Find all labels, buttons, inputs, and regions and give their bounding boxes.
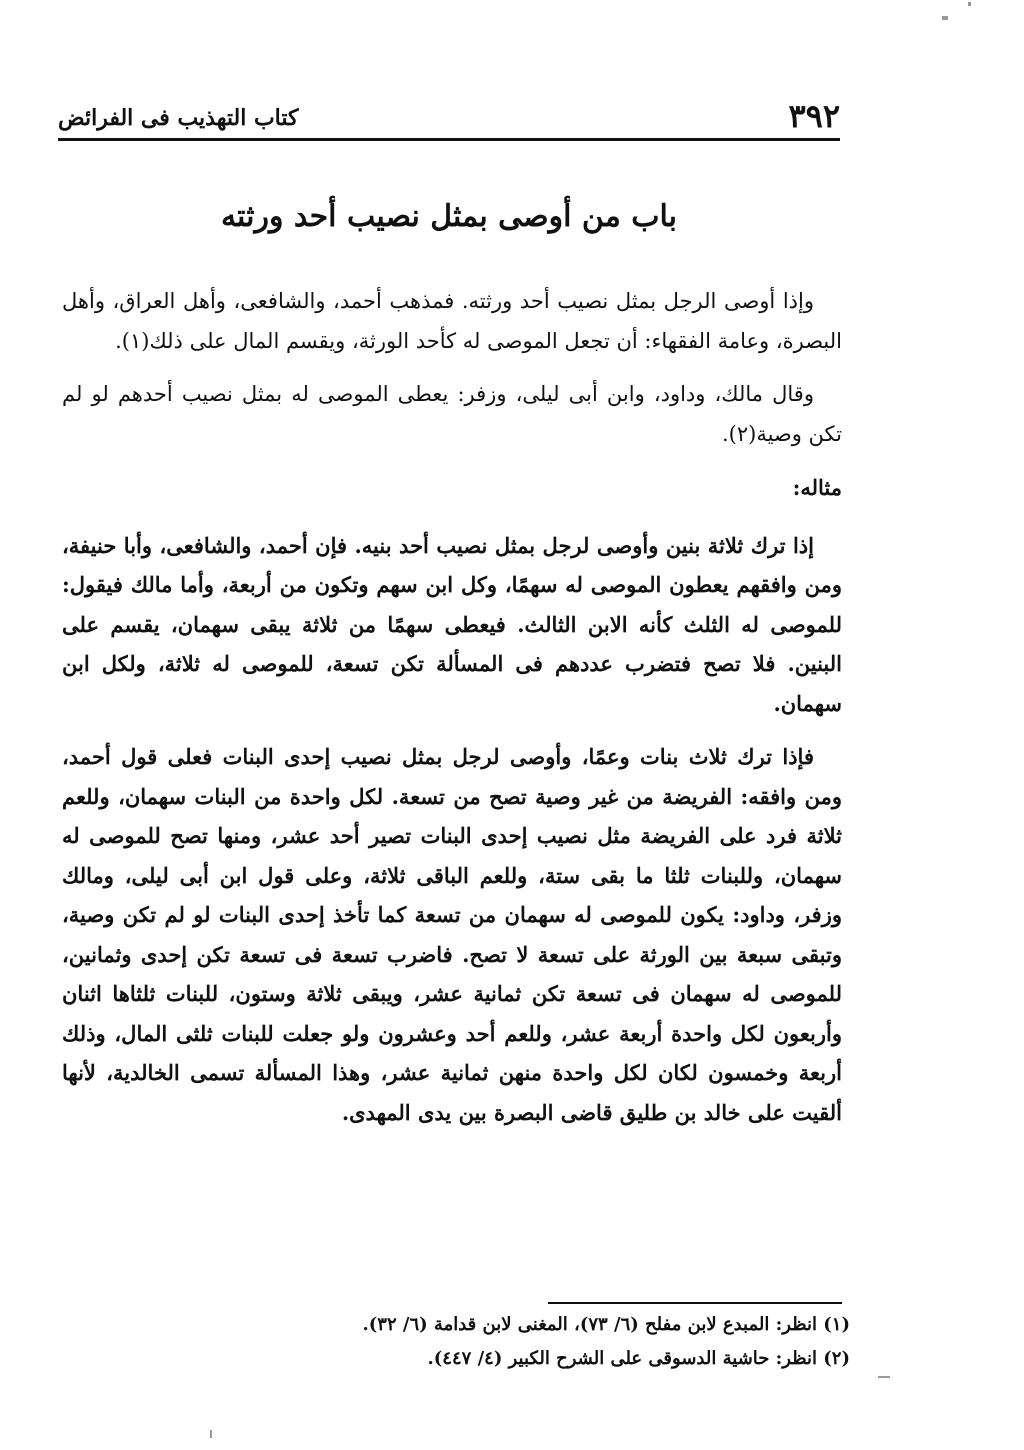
- footnote-1: (١) انظر: المبدع لابن مفلح (٦/ ٧٣)، المغنى لابن قدامة (٦/ ٣٢).: [362, 1314, 850, 1335]
- main-text: [62, 282, 842, 1146]
- example-heading: مثاله:: [792, 475, 842, 500]
- paragraph-1: وإذا أوصى الرجل بمثل نصيب أحد ورثته. فمذهب أحمد، والشافعى، وأهل العراق، وأهل البصرة، وعامة الفقهاء: أن تجعل الموصى له كأحد الورثة، ويقسم المال على ذلك(١).: [62, 289, 842, 353]
- footnotes: [260, 1308, 850, 1376]
- running-header: [58, 96, 840, 138]
- footnote-2: (٢) انظر: حاشية الدسوقى على الشرح الكبير (٤/ ٤٤٧).: [427, 1348, 850, 1369]
- scan-speck: [210, 1430, 212, 1438]
- scan-speck: [968, 2, 971, 6]
- paragraph-4: فإذا ترك ثلاث بنات وعمًا، وأوصى لرجل بمثل نصيب إحدى البنات فعلى قول أحمد، ومن وافقه: الفريضة من غير وصية تصح من تسعة. لكل واحدة من البنات سهمان، وللعم ثلاثة فرد على الفريضة مثل نصيب إحدى البنات تصير أحد عشر، ومنها تصح للموصى له سهمان، وللبنات ثلثا ما بقى ستة، وللعم الباقى ثلاثة، وعلى قول ابن أبى ليلى، ومالك وزفر، وداود: يكون للموصى له سهمان من تسعة كما تأخذ إحدى البنات لو لم تكن وصية، وتبقى سبعة بين الورثة على تسعة لا تصح. فاضرب تسعة فى تسعة تكن إحدى وثمانين، للموصى له سهمان فى تسعة تكن ثمانية عشر، ويبقى ثلاثة وستون، للبنات ثلثاها اثنان وأربعون لكل واحدة أربعة عشر، وللعم أحد وعشرون ولو جعلت للبنات ثلثى المال، وذلك أربعة وخمسون لكان لكل واحدة منهن ثمانية عشر، وهذا المسألة تسمى الخالدية، لأنها ألقيت على خالد بن طليق قاضى البصرة بين يدى المهدى.: [62, 744, 843, 1125]
- footnote-divider: [548, 1302, 842, 1304]
- header-divider: [58, 138, 840, 141]
- paragraph-2: وقال مالك، وداود، وابن أبى ليلى، وزفر: يعطى الموصى له بمثل نصيب أحدهم لو لم تكن وصية(٢).: [62, 382, 842, 446]
- paragraph-3: إذا ترك ثلاثة بنين وأوصى لرجل بمثل نصيب أحد بنيه. فإن أحمد، والشافعى، وأبا حنيفة، ومن وافقهم يعطون الموصى له سهمًا، وكل ابن سهم وتكون من أربعة، وأما مالك فيقول: للموصى له الثلث كأنه الابن الثالث. فيعطى سهمًا من ثلاثة يبقى سهمان، يقسم على البنين. فلا تصح فتضرب عددهم فى المسألة تكن تسعة، للموصى له ثلاثة، ولكل ابن سهمان.: [62, 532, 842, 716]
- scan-speck: [942, 16, 948, 20]
- page-number: ٣٩٢: [788, 97, 840, 135]
- running-book-title: كتاب التهذيب فى الفرائض: [58, 105, 299, 131]
- chapter-title: باب من أوصى بمثل نصيب أحد ورثته: [220, 199, 678, 234]
- scan-speck: [878, 1376, 890, 1378]
